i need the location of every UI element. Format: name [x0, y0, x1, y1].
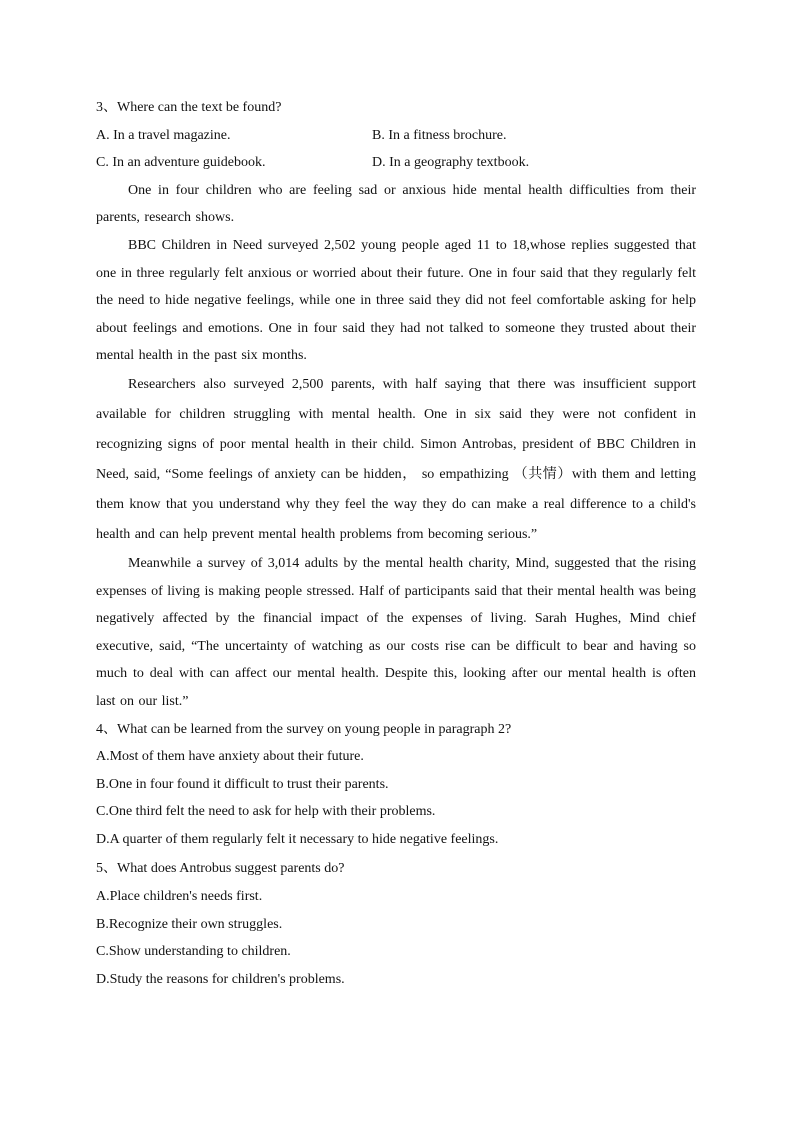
q4-option-d: D.A quarter of them regularly felt it necessary to hide negative feelings.	[96, 831, 499, 847]
document-page	[96, 94, 696, 993]
q4-option-c: C.One third felt the need to ask for help with their problems.	[96, 804, 436, 820]
q3-options-row-1	[96, 122, 696, 150]
question-3: 3、Where can the text be found?	[96, 100, 282, 115]
q5-option-b: B.Recognize their own struggles.	[96, 916, 283, 932]
q3-option-a: A. In a travel magazine.	[96, 127, 231, 143]
passage-paragraph-1: One in four children who are feeling sad or anxious hide mental health difficulties from their parents, research shows.	[96, 182, 696, 226]
passage-paragraph-3: Researchers also surveyed 2,500 parents, with half saying that there was insufficient support available for children struggling with mental health. One in six said they were not confident in recognizing signs of poor mental health in their child. Simon Antrobas, president of BBC Children in Need, said, “Some feelings of anxiety can be hidden， so empathizing （共情）with them and letting them know that you understand why they feel the way they do can make a real difference to a child's health and can help prevent mental health problems from becoming serious.”	[96, 376, 696, 542]
question-4: 4、What can be learned from the survey on young people in paragraph 2?	[96, 721, 512, 737]
passage-paragraph-2: BBC Children in Need surveyed 2,502 young people aged 11 to 18,whose replies suggested that one in three regularly felt anxious or worried about their future. One in four said that they regularly felt the need to hide negative feelings, while one in three said they did not feel comfortable asking for help about feelings and emotions. One in four said they had not talked to someone they trusted about their mental health in the past six months.	[96, 237, 696, 364]
passage-paragraph-4: Meanwhile a survey of 3,014 adults by the mental health charity, Mind, suggested that the rising expenses of living is making people stressed. Half of participants said that their mental health was being negatively affected by the financial impact of the expenses of living. Sarah Hughes, Mind chief executive, said, “The uncertainty of watching as our costs rise can be difficult to bear and having so much to deal with can affect our mental health. Despite this, looking after our mental health is often last on our list.”	[96, 555, 696, 709]
q3-option-d: D. In a geography textbook.	[372, 155, 530, 171]
q4-option-a: A.Most of them have anxiety about their future.	[96, 749, 364, 765]
q5-option-d: D.Study the reasons for children's problems.	[96, 971, 345, 987]
q4-option-b: B.One in four found it difficult to trust their parents.	[96, 776, 389, 792]
q3-options-row-2	[96, 149, 696, 177]
q5-option-c: C.Show understanding to children.	[96, 944, 291, 960]
q5-option-a: A.Place children's needs first.	[96, 889, 263, 905]
q3-option-b: B. In a fitness brochure.	[372, 127, 507, 143]
q3-option-c: C. In an adventure guidebook.	[96, 155, 266, 171]
question-5: 5、What does Antrobus suggest parents do?	[96, 861, 345, 877]
